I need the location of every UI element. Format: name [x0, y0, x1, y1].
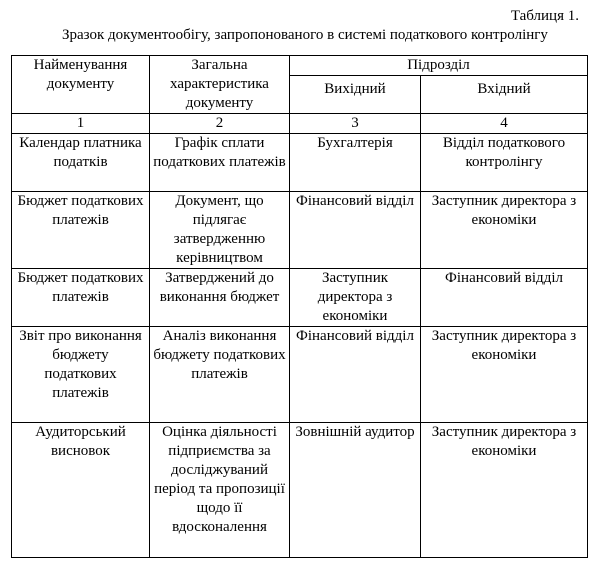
row-description: Затверджений до виконання бюджет [159, 270, 280, 305]
column-number-cell [150, 114, 290, 134]
row-outgoing-cell [290, 327, 421, 423]
header-cell-division [290, 56, 588, 76]
row-name: Звіт про виконання бюджету податкових платежів [19, 328, 142, 401]
document-flow-table [11, 55, 588, 558]
row-description-cell [150, 423, 290, 558]
row-incoming: Заступник директора з економіки [431, 193, 577, 228]
header-row-top [12, 56, 588, 76]
column-number: 4 [500, 115, 508, 131]
header-cell-description [150, 56, 290, 114]
table-row [12, 327, 588, 423]
table-row [12, 423, 588, 558]
row-name-cell [12, 134, 150, 192]
header-outgoing-label: Вихідний [324, 81, 386, 98]
row-outgoing-cell [290, 269, 421, 327]
row-incoming-cell [421, 269, 588, 327]
row-outgoing-cell [290, 134, 421, 192]
row-outgoing: Зовнішній аудитор [295, 424, 415, 440]
row-incoming: Фінансовий відділ [445, 270, 563, 286]
column-number-row [12, 114, 588, 134]
row-name-cell [12, 423, 150, 558]
row-name-cell [12, 192, 150, 269]
header-division-label: Підрозділ [407, 57, 470, 73]
header-cell-incoming [421, 76, 588, 114]
row-description: Оцінка діяльності підприємства за досліджуваний період та пропозиції щодо її вдосконалення [154, 424, 285, 535]
header-description-label: Загальна характеристика документу [170, 57, 269, 111]
table-row [12, 192, 588, 269]
table-caption: Зразок документообігу, запропонованого в системі податкового контролінгу [62, 27, 548, 43]
row-description: Аналіз виконання бюджету податкових платежів [153, 328, 286, 382]
column-number-cell [12, 114, 150, 134]
row-incoming-cell [421, 192, 588, 269]
row-description: Документ, що підлягає затвердженню керівництвом [173, 193, 266, 266]
row-outgoing-cell [290, 423, 421, 558]
row-incoming-cell [421, 423, 588, 558]
row-name-cell [12, 269, 150, 327]
row-name: Бюджет податкових платежів [17, 270, 144, 305]
row-description-cell [150, 134, 290, 192]
row-incoming-cell [421, 134, 588, 192]
row-name-cell [12, 327, 150, 423]
row-name: Календар платника податків [19, 135, 142, 170]
row-outgoing: Заступник директора з економіки [317, 270, 393, 324]
column-number: 2 [215, 115, 224, 131]
table-row [12, 269, 588, 327]
row-outgoing: Фінансовий відділ [296, 193, 414, 209]
row-name: Бюджет податкових платежів [17, 193, 144, 228]
row-outgoing-cell [290, 192, 421, 269]
row-outgoing: Бухгалтерія [317, 135, 393, 151]
header-cell-outgoing [290, 76, 421, 114]
row-incoming: Заступник директора з економіки [431, 424, 577, 459]
row-name: Аудиторський висновок [35, 424, 126, 459]
row-description-cell [150, 192, 290, 269]
row-outgoing: Фінансовий відділ [296, 328, 414, 344]
header-name-label: Найменування документу [33, 57, 128, 92]
row-incoming-cell [421, 327, 588, 423]
column-number-cell [421, 114, 588, 134]
row-incoming: Відділ податкового контролінгу [442, 135, 566, 170]
row-incoming: Заступник директора з економіки [431, 328, 577, 363]
header-incoming-label: Вхідний [477, 81, 531, 98]
table-number: Таблиця 1. [510, 8, 579, 24]
column-number: 3 [351, 115, 359, 131]
table-row [12, 134, 588, 192]
row-description-cell [150, 327, 290, 423]
row-description: Графік сплати податкових платежів [153, 135, 286, 170]
row-description-cell [150, 269, 290, 327]
column-number-cell [290, 114, 421, 134]
header-cell-name [12, 56, 150, 114]
column-number: 1 [76, 115, 85, 131]
